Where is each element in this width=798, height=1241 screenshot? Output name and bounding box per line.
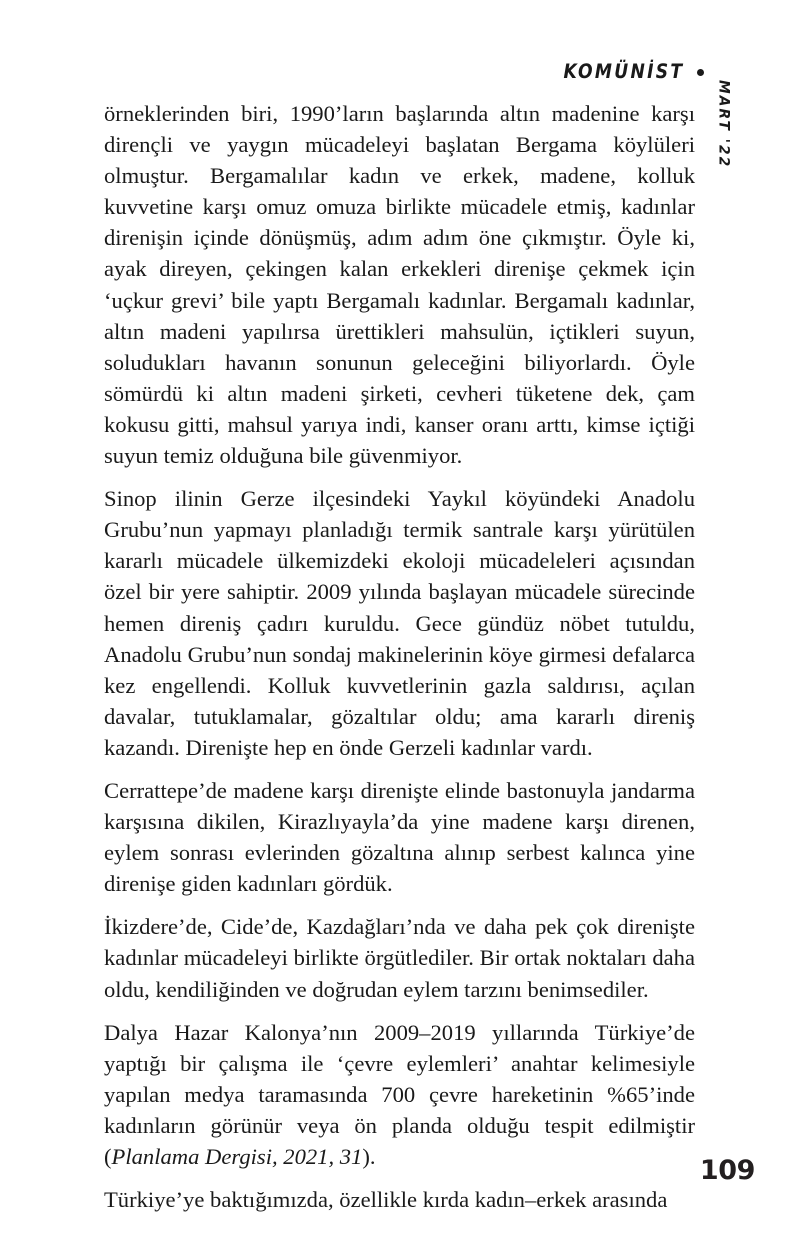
bullet-dot-icon	[697, 69, 704, 76]
paragraph-ikizdere: İkizdere’de, Cide’de, Kazdağları’nda ve daha pek çok direnişte kadınlar mücadeleyi birlikte örgütlediler. Bir ortak noktaları daha oldu, kendiliğinden ve doğrudan eylem tarzını benimsediler.	[104, 914, 695, 1002]
page-number: 109	[699, 1155, 755, 1186]
citation-planlama-dergisi: Planlama Dergisi, 2021, 31	[111, 1144, 363, 1169]
running-header-date-group	[713, 80, 735, 176]
paragraph-kalonya-text-after-citation: ).	[362, 1144, 376, 1169]
paragraph-gerze: Sinop ilinin Gerze ilçesindeki Yaykıl köyündeki Anadolu Grubu’nun yapmayı planladığı termik santrale karşı yürütülen kararlı mücadele ülkemizdeki ekoloji mücadeleleri açısından özel bir yere sahiptir. 2009 yılında başlayan mücadele sürecinde hemen direniş çadırı kuruldu. Gece gündüz nöbet tutuldu, Anadolu Grubu’nun sondaj makinelerinin köye girmesi defalarca kez engellendi. Kolluk kuvvetlerinin gazla saldırısı, açılan davalar, tutuklamalar, gözaltılar oldu; ama kararlı direniş kazandı. Direnişte hep en önde Gerzeli kadınlar vardı.	[104, 486, 695, 760]
publication-title: KOMÜNİST	[563, 60, 684, 83]
issue-date: MART '22	[715, 80, 733, 169]
paragraph-kalonya	[104, 1017, 695, 1172]
paragraph-kalonya-text-before-citation: Dalya Hazar Kalonya’nın 2009–2019 yıllarında Türkiye’de yaptığı bir çalışma ile ‘çevre eylemleri’ anahtar kelimesiyle yapılan medya taramasında 700 çevre hareketinin %65’inde kadınların görünür veya ön planda olduğu tespit edilmiştir (	[104, 1019, 695, 1169]
paragraph-cerrattepe: Cerrattepe’de madene karşı direnişte elinde bastonuyla jandarma karşısına dikilen, Kirazlıyayla’da yine madene karşı direnen, eylem sonrası evlerinden gözaltına alınıp serbest kalınca yine direnişe giden kadınları gördük.	[104, 777, 695, 897]
body-text-column	[104, 98, 695, 1216]
paragraph-bergama: örneklerinden biri, 1990’ların başlarında altın madenine karşı dirençli ve yaygın mücadeleyi başlatan Bergama köylüleri olmuştur. Bergamalılar kadın ve erkek, madene, kolluk kuvvetine karşı omuz omuza birlikte mücadele etmiş, kadınlar direnişin içinde dönüşmüş, adım adım öne çıkmıştır. Öyle ki, ayak direyen, çekingen kalan erkekleri direnişe çekmek için ‘uçkur grevi’ bile yaptı Bergamalı kadınlar. Bergamalı kadınlar, altın madeni yapılırsa ürettikleri mahsulün, içtikleri suyun, soludukları havanın sonunun geleceğini biliyorlardı. Öyle sömürdü ki altın madeni şirketi, cevheri tüketene dek, çam kokusu gitti, mahsul yarıya indi, kanser oranı arttı, kimse içtiği suyun temiz olduğuna bile güvenmiyor.	[104, 101, 695, 469]
running-header-title-group	[547, 58, 704, 83]
paragraph-turkiye: Türkiye’ye baktığımızda, özellikle kırda kadın–erkek arasında	[104, 1187, 668, 1213]
